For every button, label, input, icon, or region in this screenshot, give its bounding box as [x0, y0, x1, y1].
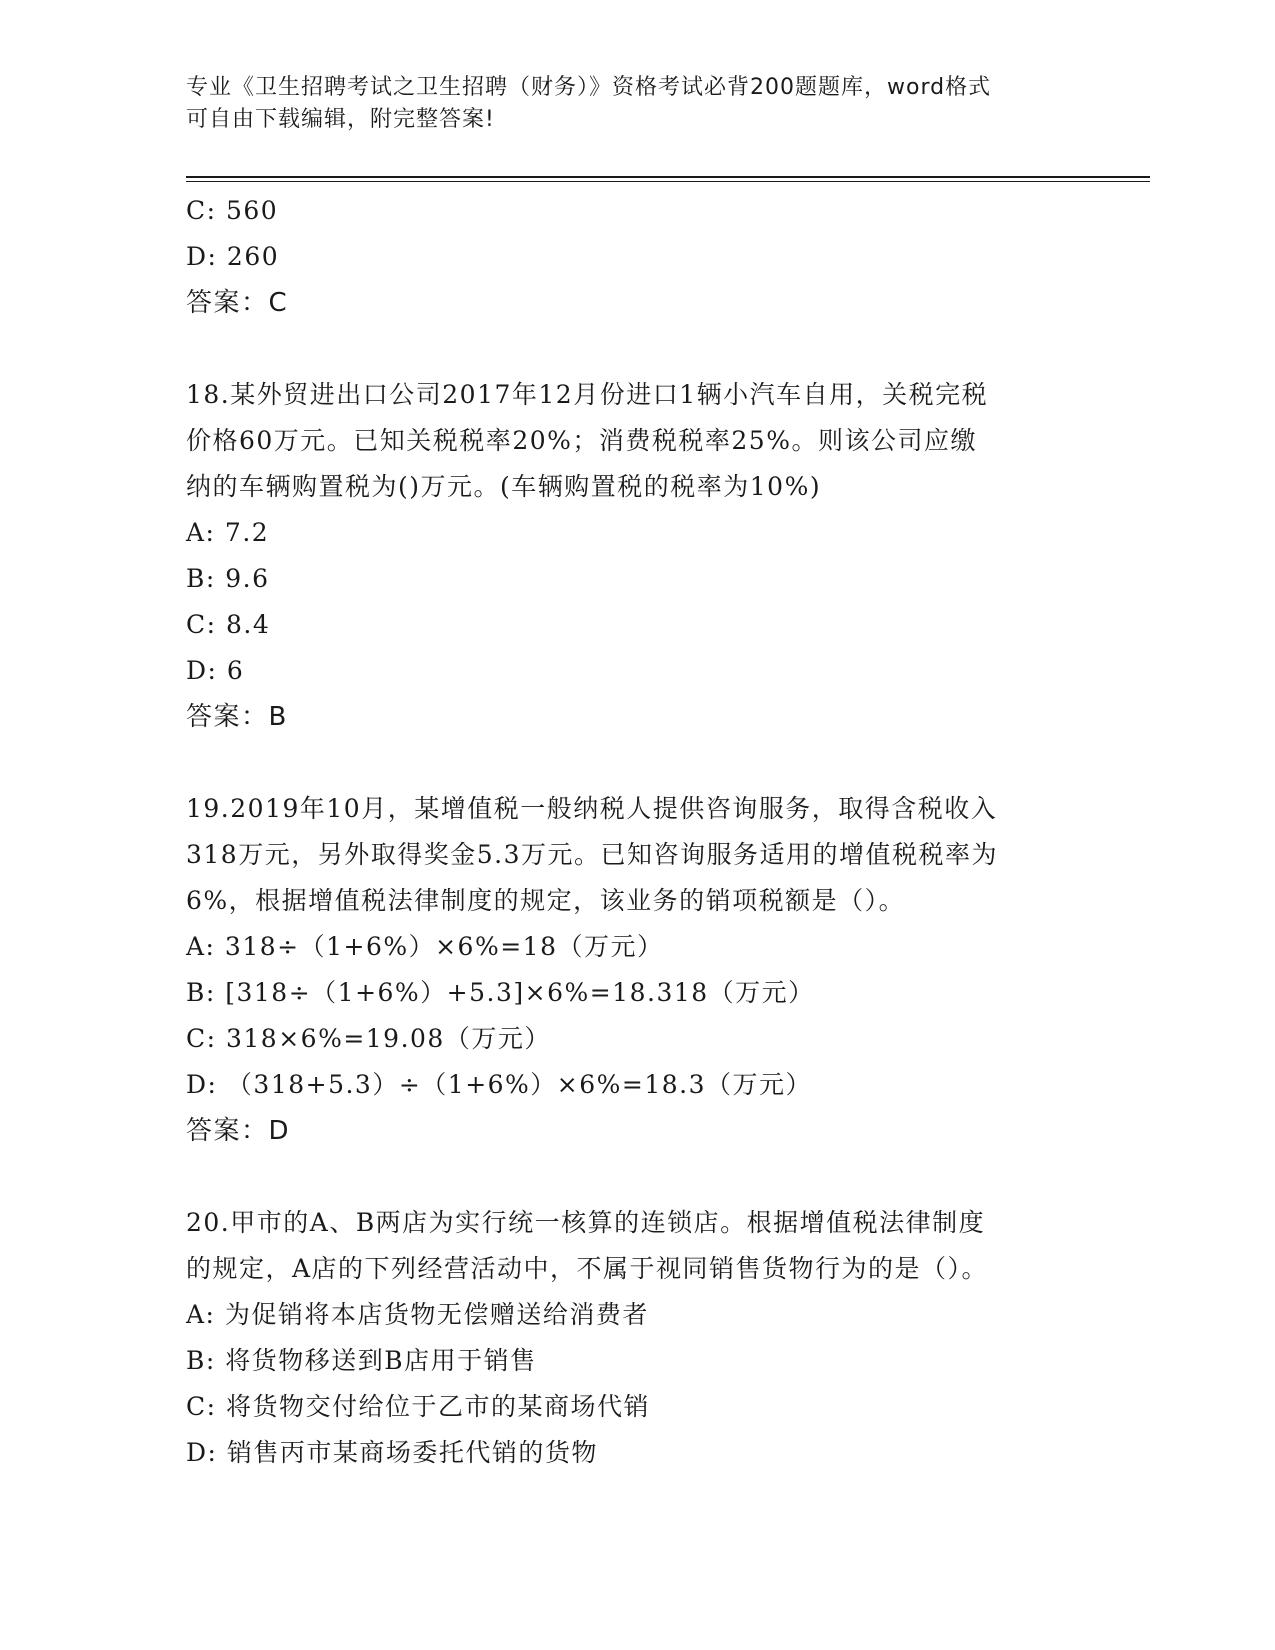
option-b: B: 将货物移送到B店用于销售 [186, 1346, 537, 1375]
header-divider-thin [186, 181, 1150, 182]
option-c: C: 8.4 [186, 610, 271, 639]
question-text-line: 318万元，另外取得奖金5.3万元。已知咨询服务适用的增值税税率为 [186, 840, 998, 869]
question-18 [186, 372, 1086, 740]
question-text-line: 价格60万元。已知关税税率20%；消费税税率25%。则该公司应缴 [186, 426, 977, 455]
option-d: D: 销售丙市某商场委托代销的货物 [186, 1438, 598, 1467]
answer-label: 答案：C [186, 288, 289, 318]
option-a: A: 为促销将本店货物无偿赠送给消费者 [186, 1300, 649, 1329]
question-17-tail [186, 188, 1086, 326]
question-19 [186, 786, 1086, 1154]
answer-label: 答案：B [186, 702, 288, 732]
question-20 [186, 1200, 1086, 1476]
option-a: A: 7.2 [186, 518, 270, 547]
spacer [186, 1154, 1086, 1200]
option-d: D: （318+5.3）÷（1+6%）×6%=18.3（万元） [186, 1070, 813, 1099]
answer-label: 答案：D [186, 1116, 291, 1146]
option-c: C: 318×6%=19.08（万元） [186, 1024, 551, 1053]
question-text-line: 18.某外贸进出口公司2017年12月份进口1辆小汽车自用，关税完税 [186, 380, 989, 409]
question-text-line: 纳的车辆购置税为()万元。(车辆购置税的税率为10%) [186, 472, 822, 501]
document-header [186, 72, 1086, 136]
option-d: D: 260 [186, 242, 280, 271]
header-title-line-2: 可自由下载编辑，附完整答案! [186, 107, 495, 132]
question-text-line: 的规定，A店的下列经营活动中，不属于视同销售货物行为的是（）。 [186, 1254, 989, 1283]
question-text-line: 19.2019年10月，某增值税一般纳税人提供咨询服务，取得含税收入 [186, 794, 998, 823]
option-c: C: 560 [186, 196, 279, 225]
spacer [186, 740, 1086, 786]
option-c: C: 将货物交付给位于乙市的某商场代销 [186, 1392, 650, 1421]
option-b: B: [318÷（1+6%）+5.3]×6%=18.318（万元） [186, 978, 815, 1007]
spacer [186, 326, 1086, 372]
option-b: B: 9.6 [186, 564, 270, 593]
question-text-line: 20.甲市的A、B两店为实行统一核算的连锁店。根据增值税法律制度 [186, 1208, 986, 1237]
header-title-line-1: 专业《卫生招聘考试之卫生招聘（财务）》资格考试必背200题题库，word格式 [186, 75, 992, 100]
option-d: D: 6 [186, 656, 245, 685]
question-text-line: 6%，根据增值税法律制度的规定，该业务的销项税额是（）。 [186, 886, 906, 915]
question-list [186, 188, 1086, 1476]
header-divider-thick [186, 176, 1150, 178]
option-a: A: 318÷（1+6%）×6%=18（万元） [186, 932, 664, 961]
